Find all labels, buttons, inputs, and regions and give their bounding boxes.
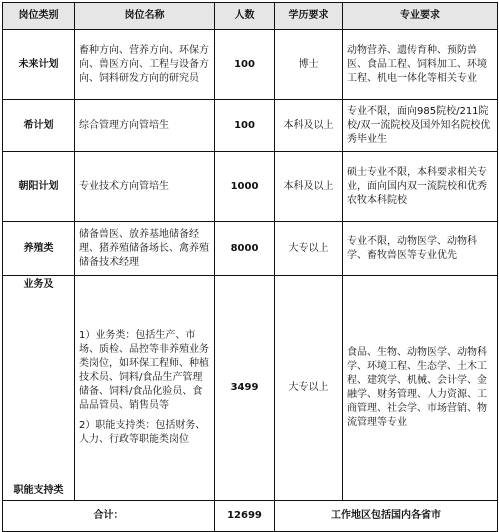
row-education: 本科及以上 [275, 152, 343, 222]
row-category-bottom: 职能支持类 [13, 485, 64, 496]
total-label: 合计： [3, 501, 215, 532]
table-row [3, 152, 498, 222]
table-row [3, 100, 498, 152]
row-category: 朝阳计划 [3, 152, 75, 222]
row-count: 100 [215, 100, 275, 152]
row-major: 专业不限，面向985院校/211院校/双一流院校及国外知名院校优秀毕业生 [343, 100, 498, 152]
row-major: 专业不限，动物医学、动物科学、畜牧兽医等专业优先 [343, 222, 498, 276]
row-position: 畜种方向、营养方向、环保方向、兽医方向、工程与设备方向、饲料研发方向的研究员 [75, 30, 215, 100]
row-major: 硕士专业不限，本科要求相关专业，面向国内双一流院校和优秀农牧本科院校 [343, 152, 498, 222]
table-row [3, 30, 498, 100]
row-position-business: 1）业务类：包括生产、市场、质检、品控等非养殖业务类岗位，如环保工程师、种植技术员、饲料/食品生产管理储备、饲料/食品化验员、食品品管员、销售员等 [79, 330, 209, 411]
row-position [75, 276, 215, 501]
row-category: 养殖类 [3, 222, 75, 276]
header-education: 学历要求 [275, 3, 343, 30]
row-count: 3499 [215, 276, 275, 501]
row-count: 100 [215, 30, 275, 100]
row-category: 希计划 [3, 100, 75, 152]
row-position: 综合管理方向管培生 [75, 100, 215, 152]
header-row [3, 3, 498, 30]
row-education: 博士 [275, 30, 343, 100]
row-major: 动物营养、遗传育种、预防兽医、食品工程、饲料加工、环境工程、机电一体化等相关专业 [343, 30, 498, 100]
total-row [3, 501, 498, 532]
row-position-support: 2）职能支持类：包括财务、人力、行政等职能类岗位 [79, 420, 206, 445]
table-row [3, 276, 498, 501]
row-category [3, 276, 75, 501]
recruitment-table [2, 2, 498, 532]
total-count: 12699 [215, 501, 275, 532]
header-position: 岗位名称 [75, 3, 215, 30]
row-position: 储备兽医、放养基地储备经理、猪养殖储备场长、禽养殖储备技术经理 [75, 222, 215, 276]
row-category: 未来计划 [3, 30, 75, 100]
header-major: 专业要求 [343, 3, 498, 30]
row-count: 8000 [215, 222, 275, 276]
row-education: 大专以上 [275, 222, 343, 276]
total-note: 工作地区包括国内各省市 [275, 501, 498, 532]
table-row [3, 222, 498, 276]
row-category-top: 业务及 [23, 279, 54, 290]
row-count: 1000 [215, 152, 275, 222]
header-category: 岗位类别 [3, 3, 75, 30]
row-position: 专业技术方向管培生 [75, 152, 215, 222]
header-count: 人数 [215, 3, 275, 30]
row-major: 食品、生物、动物医学、动物科学、环境工程、生态学、土木工程、建筑学、机械、会计学、金融学、财务管理、人力资源、工商管理、社会学、市场营销、物流管理等专业 [343, 276, 498, 501]
recruitment-table-container [2, 2, 497, 521]
row-education: 大专以上 [275, 276, 343, 501]
row-education: 本科及以上 [275, 100, 343, 152]
